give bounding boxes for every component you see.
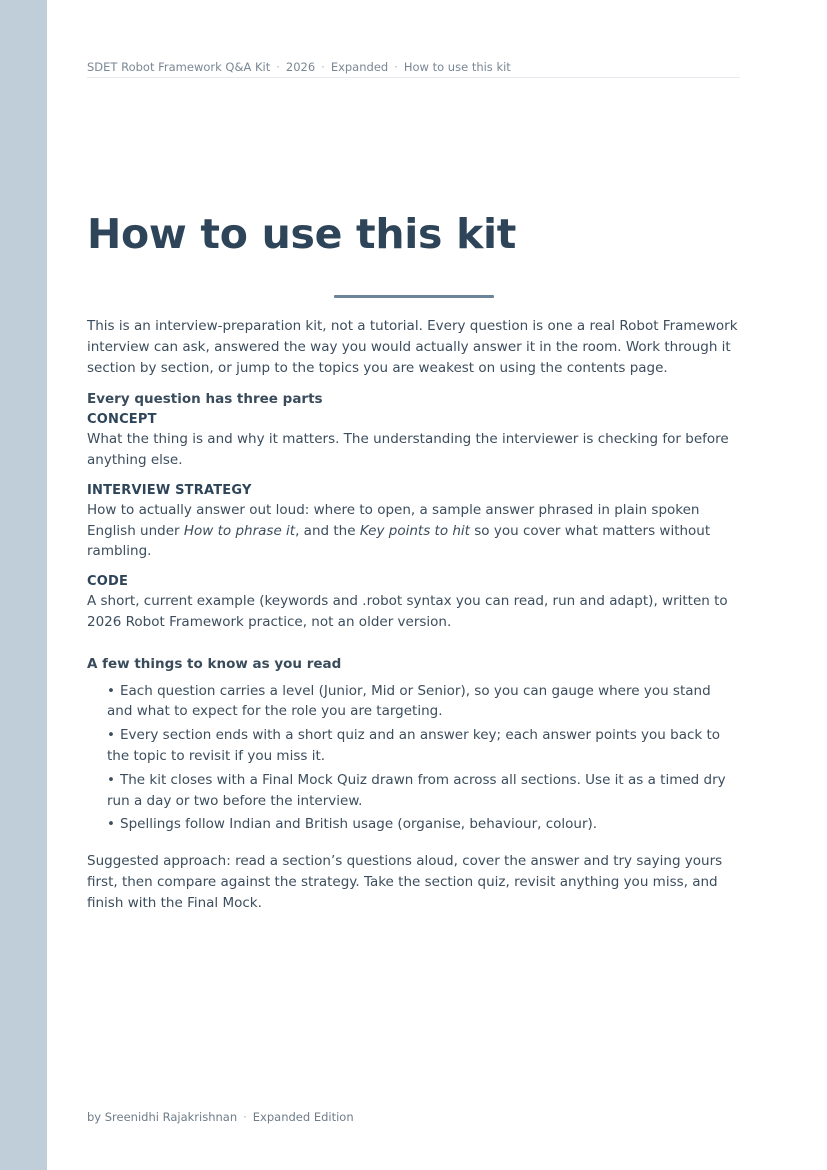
header-separator: · bbox=[321, 60, 325, 74]
footer-separator: · bbox=[243, 1110, 247, 1124]
tip-text: The kit closes with a Final Mock Quiz drawn from across all sections. Use it as a timed dry run a day or two before the interview. bbox=[107, 771, 726, 809]
header-year: 2026 bbox=[285, 60, 316, 74]
title-underline-rule bbox=[334, 295, 494, 298]
strategy-label: INTERVIEW STRATEGY bbox=[87, 482, 252, 498]
header-section: How to use this kit bbox=[403, 60, 511, 74]
header-separator: · bbox=[276, 60, 280, 74]
list-item bbox=[107, 814, 740, 835]
approach-paragraph: Suggested approach: read a section’s questions aloud, cover the answer and try saying yours first, then compare against the strategy. Take the section quiz, revisit anything you miss, and finish with the Final Mock. bbox=[87, 853, 723, 911]
header-kit-title: SDET Robot Framework Q&A Kit bbox=[87, 60, 271, 74]
list-item bbox=[107, 681, 740, 723]
side-color-band bbox=[0, 0, 47, 1170]
strategy-text-a: How to actually answer out loud: where to open, a sample answer phrased in plain spoken English under bbox=[87, 501, 700, 539]
parts-heading: Every question has three parts bbox=[87, 391, 323, 408]
footer-author: by Sreenidhi Rajakrishnan bbox=[87, 1110, 238, 1124]
strategy-emphasis-keypoints: Key points to hit bbox=[359, 522, 470, 539]
tips-list bbox=[107, 681, 740, 836]
bullet-icon: • bbox=[107, 816, 115, 833]
page-footer bbox=[87, 1110, 354, 1124]
intro-paragraph: This is an interview-preparation kit, not a tutorial. Every question is one a real Robot Framework interview can ask, answered the way you would actually answer it in the room. Work through it section by section, or jump to the topics you are weakest on using the contents page. bbox=[87, 318, 738, 376]
tip-text: Every section ends with a short quiz and an answer key; each answer points you back to the topic to revisit if you miss it. bbox=[107, 727, 721, 764]
code-label: CODE bbox=[87, 574, 129, 590]
tip-text: Each question carries a level (Junior, Mid or Senior), so you can gauge where you stand and what to expect for the role you are targeting. bbox=[107, 682, 711, 720]
header-separator: · bbox=[394, 60, 398, 74]
bullet-icon: • bbox=[107, 727, 115, 744]
tip-text: Spellings follow Indian and British usage (organise, behaviour, colour). bbox=[120, 816, 598, 833]
concept-label: CONCEPT bbox=[87, 412, 157, 428]
strategy-text bbox=[87, 500, 740, 562]
page-body bbox=[87, 316, 740, 914]
footer-edition: Expanded Edition bbox=[252, 1110, 354, 1124]
strategy-text-c: so you cover what matters without rambling. bbox=[87, 522, 711, 560]
code-text: A short, current example (keywords and .robot syntax you can read, run and adapt), written to 2026 Robot Framework practice, not an older version. bbox=[87, 593, 728, 630]
header-edition: Expanded bbox=[330, 60, 389, 74]
strategy-emphasis-phrase: How to phrase it bbox=[183, 522, 296, 539]
bullet-icon: • bbox=[107, 682, 115, 699]
strategy-text-b: , and the bbox=[295, 522, 360, 539]
running-header bbox=[87, 60, 740, 78]
few-things-heading: A few things to know as you read bbox=[87, 655, 342, 672]
list-item bbox=[107, 725, 740, 767]
list-item bbox=[107, 770, 740, 812]
page-title: How to use this kit bbox=[87, 210, 517, 258]
concept-text: What the thing is and why it matters. The understanding the interviewer is checking for before anything else. bbox=[87, 431, 729, 468]
bullet-icon: • bbox=[107, 771, 115, 788]
